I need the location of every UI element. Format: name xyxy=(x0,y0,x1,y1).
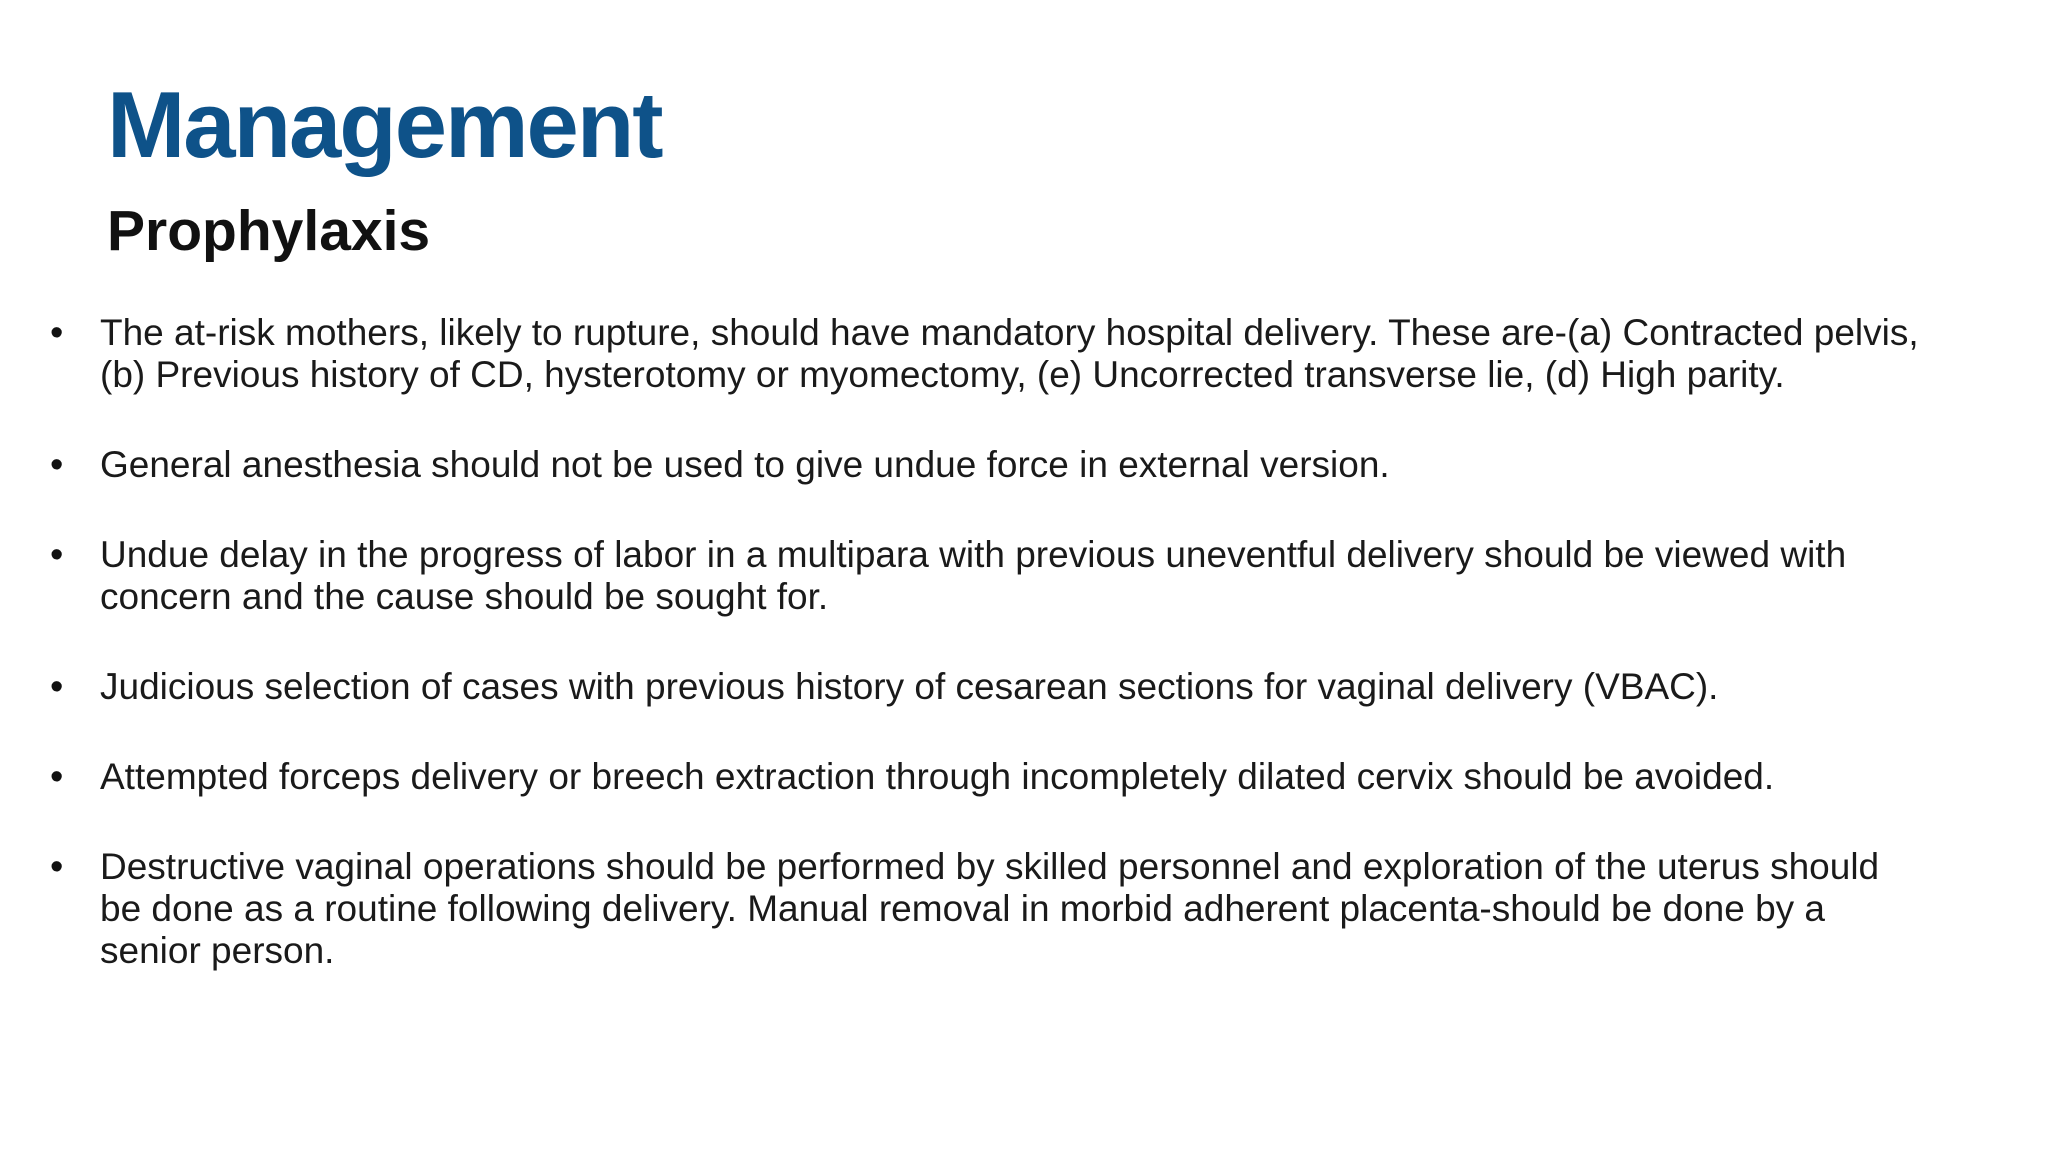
bullet-text: Judicious selection of cases with previous history of cesarean sections for vaginal delivery (VBAC). xyxy=(100,666,1719,707)
bullet-list xyxy=(50,312,1930,1020)
list-item xyxy=(50,666,1930,708)
list-item xyxy=(50,444,1930,486)
list-item xyxy=(50,534,1930,618)
bullet-text: General anesthesia should not be used to give undue force in external version. xyxy=(100,444,1390,485)
bullet-icon: • xyxy=(50,534,64,576)
bullet-icon: • xyxy=(50,312,64,354)
bullet-icon: • xyxy=(50,846,64,888)
slide-subtitle: Prophylaxis xyxy=(107,199,431,263)
bullet-text: Attempted forceps delivery or breech extraction through incompletely dilated cervix should be avoided. xyxy=(100,756,1775,797)
bullet-icon: • xyxy=(50,666,64,708)
list-item xyxy=(50,756,1930,798)
bullet-text: The at-risk mothers, likely to rupture, should have mandatory hospital delivery. These are-(a) Contracted pelvis, (b) Previous history of CD, hysterotomy or myomectomy, (e) Uncorrected transverse lie, (d) High parity. xyxy=(100,312,1919,395)
bullet-icon: • xyxy=(50,756,64,798)
list-item xyxy=(50,846,1930,972)
bullet-text: Undue delay in the progress of labor in a multipara with previous uneventful delivery should be viewed with concern and the cause should be sought for. xyxy=(100,534,1847,617)
bullet-icon: • xyxy=(50,444,64,486)
slide-title: Management xyxy=(107,72,662,177)
list-item xyxy=(50,312,1930,396)
bullet-text: Destructive vaginal operations should be performed by skilled personnel and exploration of the uterus should be done as a routine following delivery. Manual removal in morbid adherent placenta-should be done by a senior person. xyxy=(100,846,1880,971)
